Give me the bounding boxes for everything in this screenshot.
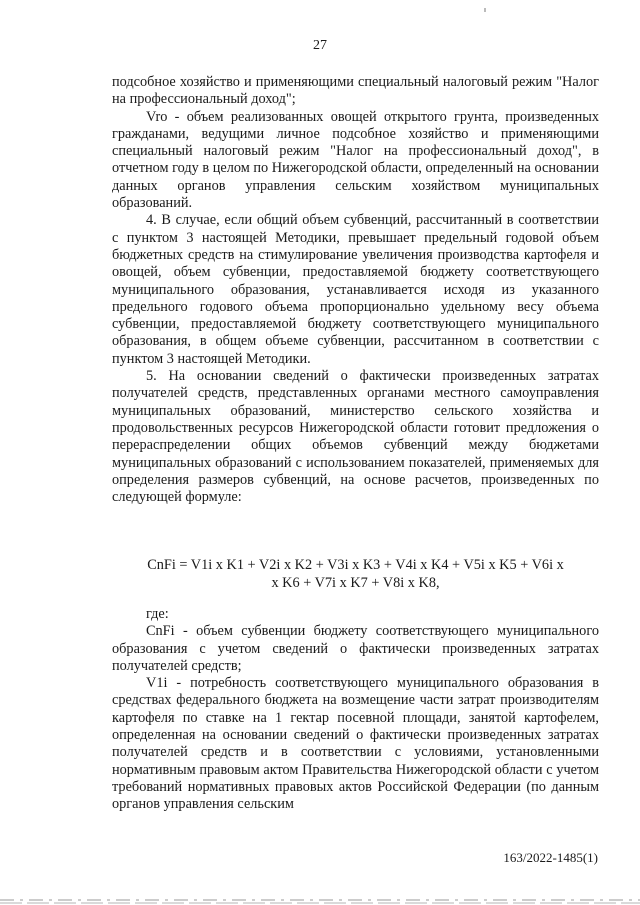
- document-code: 163/2022-1485(1): [503, 850, 598, 865]
- formula-line-1: CnFi = V1i x K1 + V2i x K2 + V3i x K3 + V4i x K4 + V5i x K5 + V6i x: [147, 557, 564, 573]
- formula-block: [112, 556, 599, 592]
- paragraph-where: где:: [146, 606, 169, 622]
- body-text-bottom: [112, 606, 599, 814]
- paragraph-v1i-definition: V1i - потребность соответствующего муниципального образования в средствах федерального бюджета на возмещение части затрат производителям картофеля по ставке на 1 гектар посевной площади, занятой картофелем, определенная на основании сведений о фактически произведенных затратах получателей средств и в соответствии с условиями, установленными нормативным правовым актом Правительства Нижегородской области с учетом требований нормативных правовых актов Российской Федерации (по данным органов управления сельским: [112, 675, 599, 813]
- paragraph-continuation: подсобное хозяйство и применяющими специальный налоговый режим "Налог на профессиональный доход";: [112, 74, 599, 108]
- paragraph-vro-definition: Vro - объем реализованных овощей открытого грунта, произведенных гражданами, ведущими личное подсобное хозяйство и применяющими специальный налоговый режим "Налог на профессиональный доход", в отчетном году в целом по Нижегородской области, определенный на основании данных органов управления сельским хозяйством муниципальных образований.: [112, 108, 599, 212]
- body-text-top: [112, 74, 599, 506]
- paragraph-clause-4: 4. В случае, если общий объем субвенций, рассчитанный в соответствии с пунктом 3 настоящей Методики, превышает предельный годовой объем бюджетных средств на стимулирование увеличения производства картофеля и овощей, объем субвенции, предоставляемой бюджету соответствующего муниципального образования, устанавливается исходя из указанного предельного годового объема пропорционально удельному весу объема субвенции, предоставляемой бюджету соответствующего муниципального образования, в общем объеме субвенции, рассчитанном в соответствии с пунктом 3 настоящей Методики.: [112, 212, 599, 367]
- formula-line-2: x K6 + V7i x K7 + V8i x K8,: [271, 575, 440, 591]
- paragraph-clause-5: 5. На основании сведений о фактически произведенных затратах получателей средств, представленных органами местного самоуправления муниципальных образований, министерство сельского хозяйства и продовольственных ресурсов Нижегородской области готовит предложения о перераспределении общих объемов субвенций между бюджетами муниципальных образований с использованием показателей, применяемых для определения размеров субвенций, на основе расчетов, произведенных по следующей формуле:: [112, 368, 599, 506]
- scan-edge-decoration: [0, 898, 640, 905]
- page-number: 27: [313, 38, 327, 53]
- scan-artifact-mark: [484, 8, 486, 12]
- paragraph-cnfi-definition: CnFi - объем субвенции бюджету соответствующего муниципального образования с учетом сведений о фактически произведенных затратах получателей средств;: [112, 623, 599, 674]
